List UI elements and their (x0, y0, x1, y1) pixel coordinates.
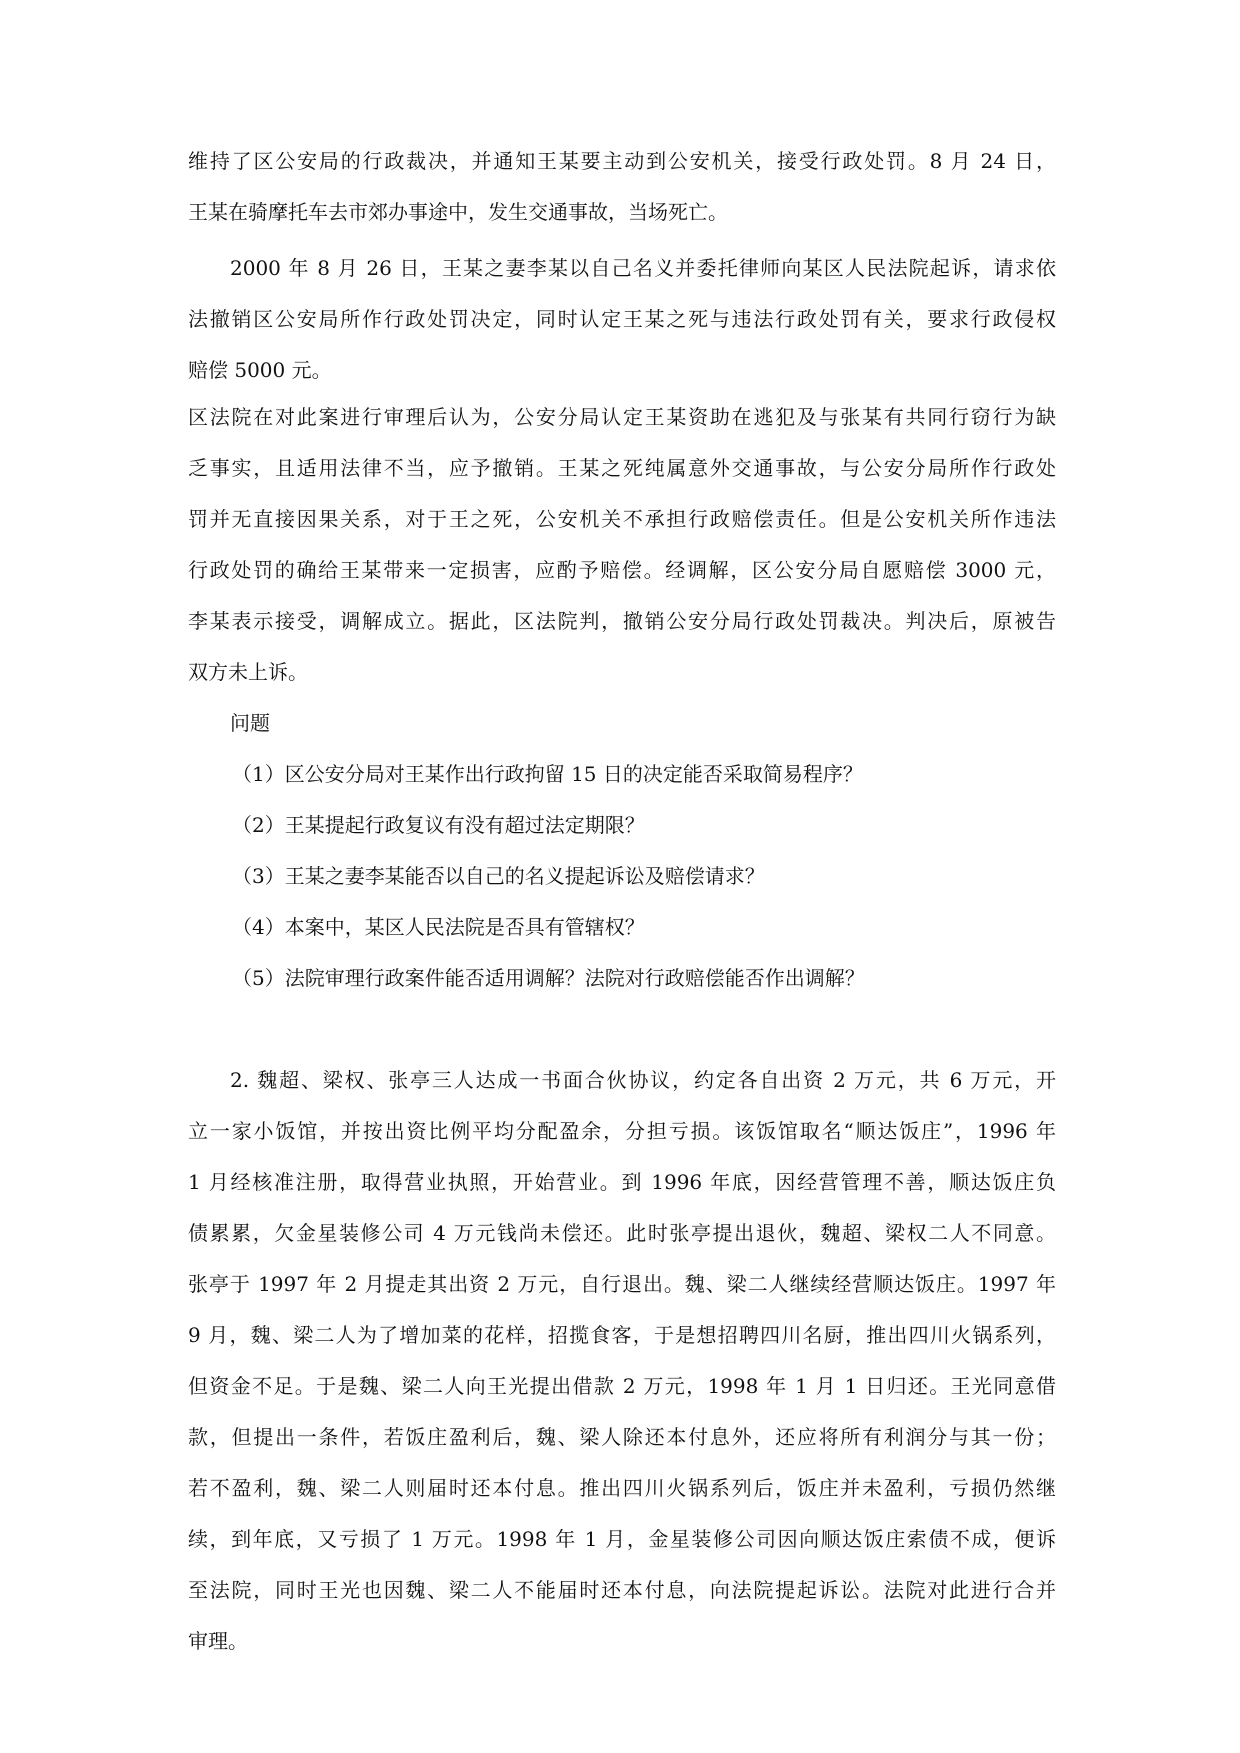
text-line: 罚并无直接因果关系，对于王之死，公安机关不承担行政赔偿责任。但是公安机关所作违法 (188, 507, 1056, 531)
text-line: 乏事实，且适用法律不当，应予撤销。王某之死纯属意外交通事故，与公安分局所作行政处 (188, 456, 1056, 480)
question-item: （4）本案中，某区人民法院是否具有管辖权？ (232, 915, 645, 939)
text-line: 至法院，同时王光也因魏、梁二人不能届时还本付息，向法院提起诉讼。法院对此进行合并 (188, 1578, 1056, 1602)
question-item: （3）王某之妻李某能否以自己的名义提起诉讼及赔偿请求？ (232, 864, 765, 888)
text-line: 双方未上诉。 (188, 660, 308, 684)
questions-heading: 问题 (230, 711, 270, 735)
text-line: 但资金不足。于是魏、梁二人向王光提出借款 2 万元，1998 年 1 月 1 日归还。王光同意借 (188, 1374, 1056, 1398)
text-line: 续，到年底，又亏损了 1 万元。1998 年 1 月，金星装修公司因向顺达饭庄索债不成，便诉 (188, 1527, 1056, 1551)
text-line: 王某在骑摩托车去市郊办事途中，发生交通事故，当场死亡。 (188, 200, 728, 224)
question-item: （1）区公安分局对王某作出行政拘留 15 日的决定能否采取简易程序？ (232, 762, 863, 786)
text-line: 9 月，魏、梁二人为了增加菜的花样，招揽食客，于是想招聘四川名厨，推出四川火锅系列， (188, 1323, 1056, 1347)
text-line: 法撤销区公安局所作行政处罚决定，同时认定王某之死与违法行政处罚有关，要求行政侵权 (188, 307, 1056, 331)
text-line: 李某表示接受，调解成立。据此，区法院判，撤销公安分局行政处罚裁决。判决后，原被告 (188, 609, 1056, 633)
text-line: 立一家小饭馆，并按出资比例平均分配盈余，分担亏损。该饭馆取名“顺达饭庄”，1996 年 (188, 1119, 1056, 1143)
question-item: （5）法院审理行政案件能否适用调解？法院对行政赔偿能否作出调解？ (232, 966, 865, 990)
text-line: 2. 魏超、梁权、张亭三人达成一书面合伙协议，约定各自出资 2 万元，共 6 万元，开 (230, 1068, 1056, 1092)
text-line: 审理。 (188, 1629, 248, 1653)
text-line: 区法院在对此案进行审理后认为，公安分局认定王某资助在逃犯及与张某有共同行窃行为缺 (188, 405, 1056, 429)
text-line: 张亭于 1997 年 2 月提走其出资 2 万元，自行退出。魏、梁二人继续经营顺达饭庄。1997 年 (188, 1272, 1056, 1296)
text-line: 债累累，欠金星装修公司 4 万元钱尚未偿还。此时张亭提出退伙，魏超、梁权二人不同意。 (188, 1221, 1056, 1245)
text-line: 维持了区公安局的行政裁决，并通知王某要主动到公安机关，接受行政处罚。8 月 24 日， (188, 149, 1056, 173)
text-line: 2000 年 8 月 26 日，王某之妻李某以自己名义并委托律师向某区人民法院起诉，请求依 (230, 256, 1056, 280)
question-item: （2）王某提起行政复议有没有超过法定期限？ (232, 813, 645, 837)
text-line: 款，但提出一条件，若饭庄盈利后，魏、梁人除还本付息外，还应将所有利润分与其一份； (188, 1425, 1056, 1449)
text-line: 1 月经核准注册，取得营业执照，开始营业。到 1996 年底，因经营管理不善，顺达饭庄负 (188, 1170, 1056, 1194)
text-line: 行政处罚的确给王某带来一定损害，应酌予赔偿。经调解，区公安分局自愿赔偿 3000 元， (188, 558, 1056, 582)
text-line: 赔偿 5000 元。 (188, 358, 332, 382)
text-line: 若不盈利，魏、梁二人则届时还本付息。推出四川火锅系列后，饭庄并未盈利，亏损仍然继 (188, 1476, 1056, 1500)
